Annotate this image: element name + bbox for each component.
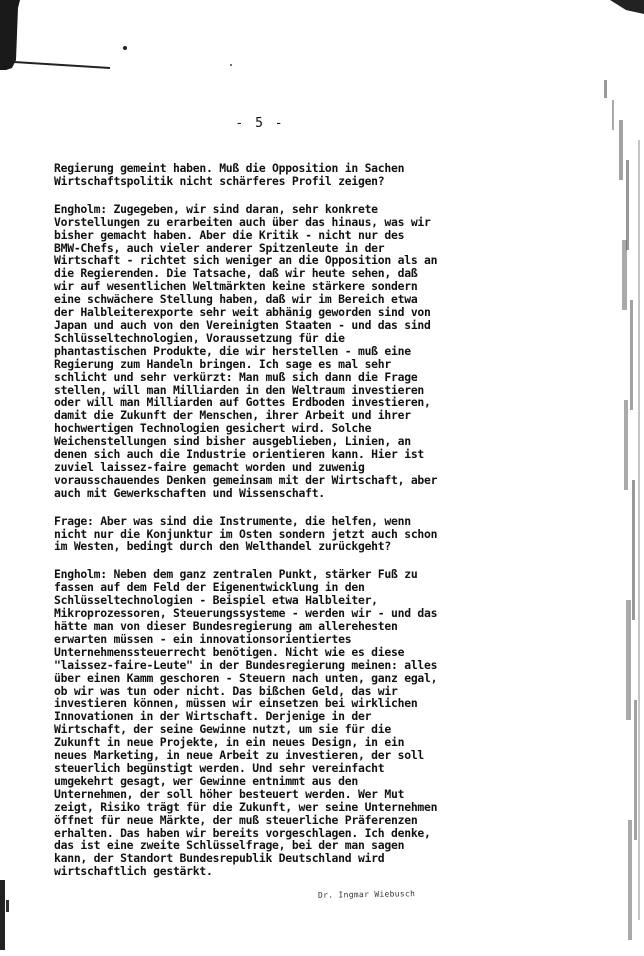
scan-artifact-left — [0, 880, 14, 956]
paragraph-question-2: Frage: Aber was sind die Instrumente, die helfen, wenn nicht nur die Konjunktur im Osten sondern jetzt auch schon im Westen, bedingt durch den Welthandel zurückgeht? — [54, 513, 438, 554]
document-body — [54, 162, 484, 893]
paragraph-question-continuation: Regierung gemeint haben. Muß die Opposition in Sachen Wirtschaftspolitik nicht schärferes Profil zeigen? — [54, 161, 405, 188]
scan-artifact-top — [0, 0, 644, 70]
scan-artifact-right — [564, 60, 644, 956]
paragraph-engholm-answer-2: Engholm: Neben dem ganz zentralen Punkt, stärker Fuß zu fassen auf dem Feld der Eigenentwicklung in den Schlüsseltechnologien - Beispiel etwa Halbleiter, Mikroprozessoren, Steuerungssysteme - werden wir - und das hätte man von dieser Bundesregierung am allerehesten erwarten müssen - ein innovationsorientiertes Unternehmenssteuerrecht benötigen. Nicht wie es diese "laissez-faire-Leute" in der Bundesregierung meinen: alles über einen Kamm geschoren - Steuern nach unten, ganz egal, ob wir was tun oder nicht. Das bißchen Geld, das wir investieren können, müssen wir einsetzen bei wirklichen Innovationen in der Wirtschaft. Derjenige in der Wirtschaft, der seine Gewinne nutzt, um sie für die Zukunft in neue Projekte, in ein neues Design, in ein neues Marketing, in neue Arbeit zu investieren, der soll steuerlich begünstigt werden. Und sehr vereinfacht umgekehrt gesagt, wer Gewinne entnimmt aus den Unternehmen, der soll höher besteuert werden. Wer Mut zeigt, Risiko trägt für die Zukunft, wer seine Unternehmen öffnet für neue Märkte, der muß steuerliche Präferenzen erhalten. Das haben wir bereits vorgeschlagen. Ich denke, das ist eine zweite Schlüsselfrage, bei der man sagen kann, der Standort Bundesrepublik Deutschland wird wirtschaftlich gestärkt. — [54, 567, 438, 879]
footer-stamp: Dr. Ingmar Wiebusch — [317, 889, 416, 900]
paragraph-engholm-answer-1: Engholm: Zugegeben, wir sind daran, sehr konkrete Vorstellungen zu erarbeiten auch über das hinaus, was wir bisher gemacht haben. Aber die Kritik - nicht nur des BMW-Chefs, auch vieler anderer Spitzenleute in der Wirtschaft - richtet sich weniger an die Opposition als an die Regierenden. Die Tatsache, daß wir heute sehen, daß wir auf wesentlichen Weltmärkten keine stärkere sondern eine schwächere Stellung haben, daß wir im Bereich etwa der Halbleiterexporte sehr weit abhänig geworden sind von Japan und auch von den Vereinigten Staaten - und das sind Schlüsseltechnologien, Voraussetzung für die phantastischen Produkte, die wir herstellen - muß eine Regierung zum Handeln bringen. Ich sage es mal sehr schlicht und sehr verkürzt: Man muß sich dann die Frage stellen, will man Milliarden in den Weltraum investieren oder will man Milliarden auf Gottes Erdboden investieren, damit die Zukunft der Menschen, ihrer Arbeit und ihrer hochwertigen Technologien gesichert wird. Solche Weichenstellungen sind bisher ausgeblieben, Linien, an denen sich auch die Industrie orientieren kann. Hier ist zuviel laissez-faire gemacht worden und zuwenig vorausschauendes Denken gemeinsam mit der Wirtschaft, aber auch mit Gewerkschaften und Wissenschaft. — [54, 201, 438, 500]
page-number: - 5 - — [235, 116, 285, 131]
